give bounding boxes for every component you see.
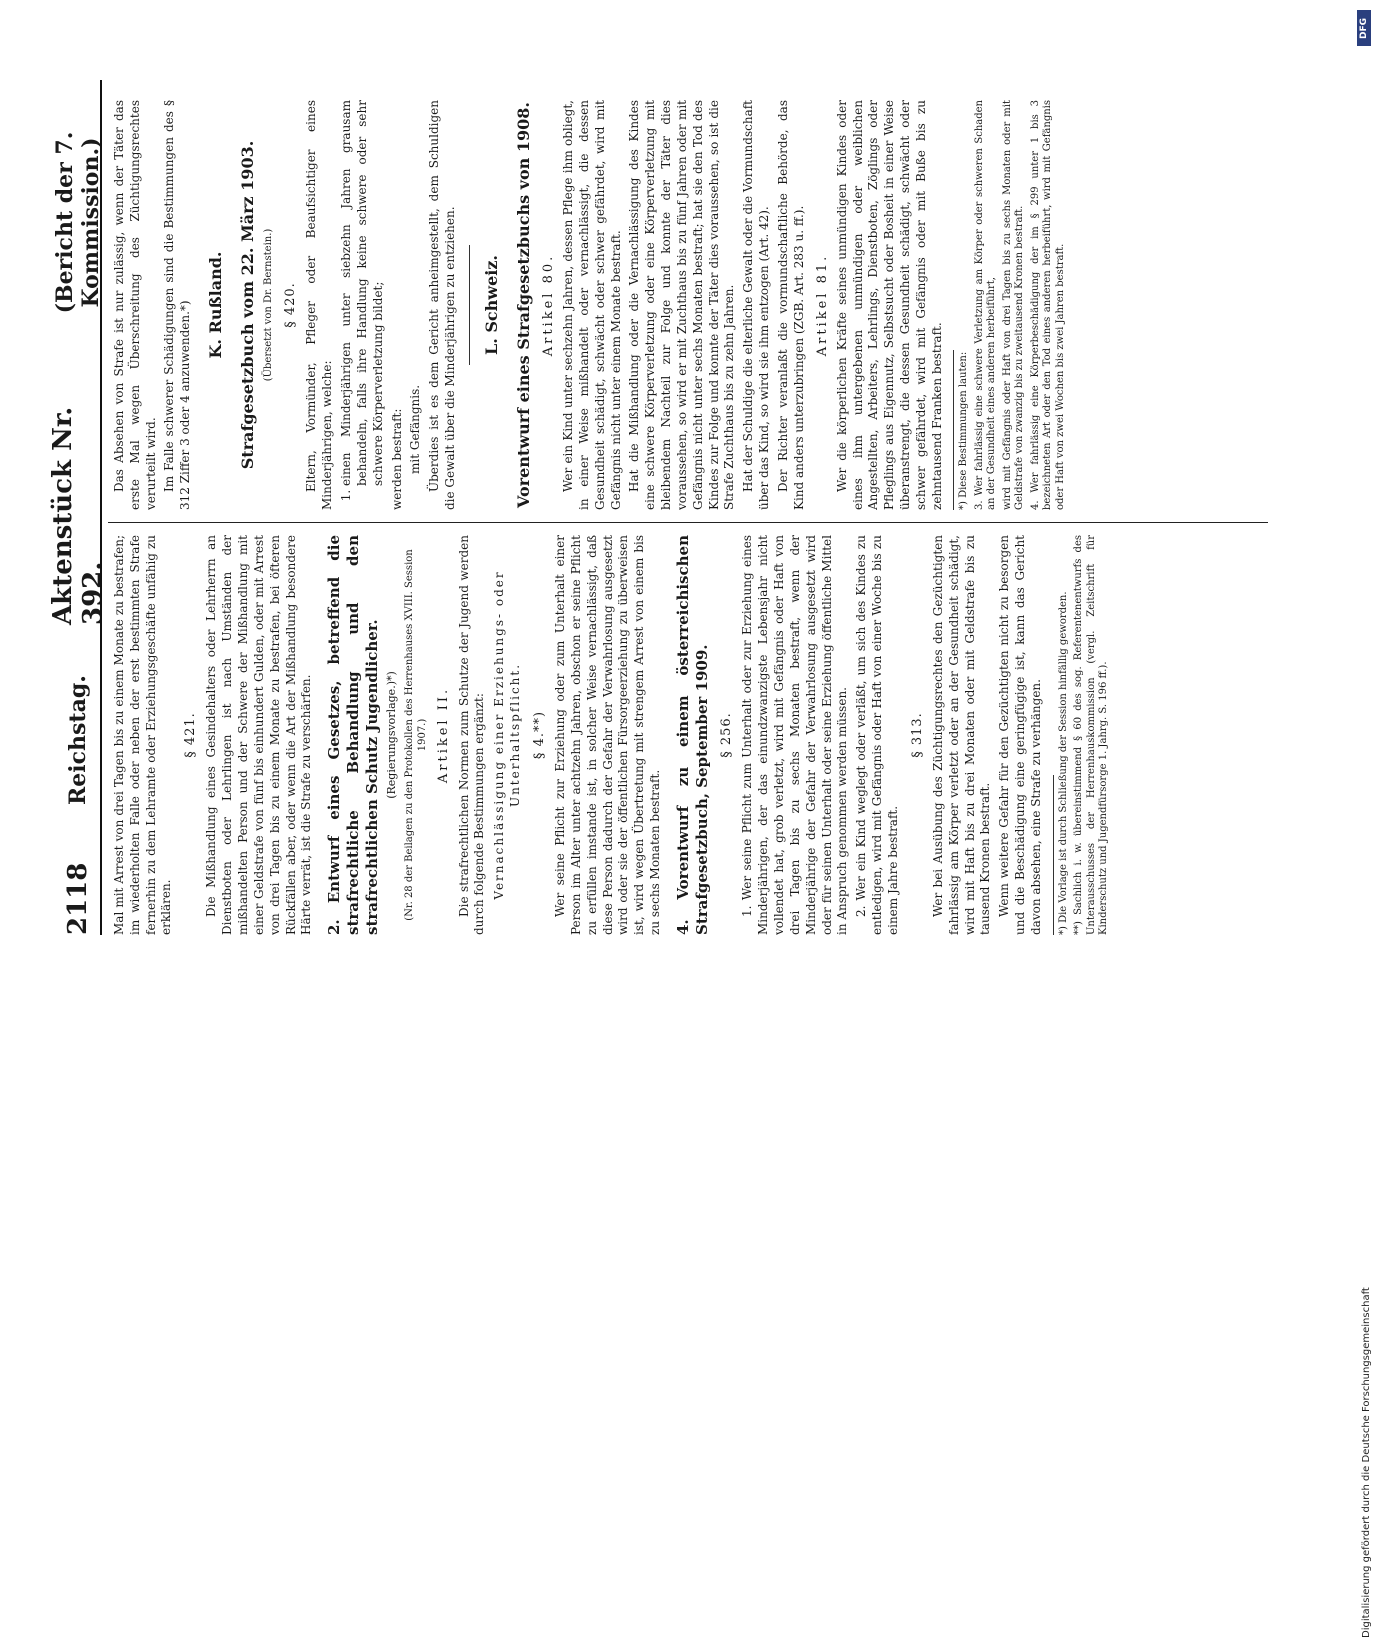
page-header <box>48 80 108 935</box>
footnote: *) Diese Bestimmungen lauten: <box>958 351 970 510</box>
item-list <box>339 100 386 510</box>
paragraph: Wer seine Pflicht zur Erziehung oder zum Unterhalt einer Person im Alter unter achtzehn Jahren, obschon er seine Pflicht zu erfüllen imstande ist, in solcher Weise vernachlässigt, daß diese Person dadurch der Gefahr der Verwahrlosung ausgesetzt wird oder sie der öffentlichen Fürsorgeerziehung zu überweisen ist, wird wegen Übertretung mit strengem Arrest von einem bis zu sechs Monaten bestraft. <box>553 535 662 935</box>
column-divider <box>108 522 1268 523</box>
dfg-logo: DFG <box>1357 10 1371 46</box>
header-report: (Bericht der 7. Kommission.) <box>52 131 104 314</box>
heading-2-source: (Nr. 28 der Beilagen zu den Protokollen des Herrenhauses XVIII. Session 1907.) <box>404 549 429 921</box>
paragraph: Das Absehen von Strafe ist nur zulässig, wenn der Täter das erste Mal wegen Überschreitung des Züchtigungsrechtes verurteilt wird. <box>112 100 158 510</box>
paragraph: Hat der Schuldige die elterliche Gewalt oder die Vormundschaft über das Kind, so wird sie ihm entzogen (Art. 42). <box>741 100 772 510</box>
heading-russia: K. Rußland. <box>206 251 226 359</box>
paragraph: werden bestraft: <box>389 408 404 510</box>
page-number: 2118 <box>63 862 93 935</box>
paragraph: Überdies ist es dem Gericht anheimgestellt, dem Schuldigen die Gewalt über die Minderjährigen zu entziehen. <box>427 100 458 510</box>
footnote-rule <box>1053 775 1054 935</box>
header-house: Reichstag. <box>65 675 91 805</box>
footnote-rule <box>953 350 954 510</box>
list-item: 1. einen Minderjährigen unter siebzehn Jahren grausam behandeln, falls ihre Handlung keine schwere oder sehr schwere Körperverletzung bildet; <box>339 100 386 486</box>
footnote: *) Die Vorlage ist durch Schließung der Session hinfällig geworden. <box>1057 591 1069 935</box>
article-heading: Artikel II. <box>436 686 452 784</box>
section-heading: § 256. <box>719 712 735 758</box>
article-heading: Artikel 81. <box>814 253 830 357</box>
translator-note: (Übersetzt von Dr. Bernstein.) <box>263 228 275 382</box>
paragraph: Wer bei Ausübung des Züchtigungsrechtes den Gezüchtigten fahrlässig am Körper verletzt oder an der Gesundheit schädigt, wird mit Haft bis zu drei Monaten oder mit Geldstrafe bis zu tausend Kronen bestraft. <box>930 535 993 935</box>
paragraph: Mal mit Arrest von drei Tagen bis zu einem Monate zu bestrafen; im wiederholten Falle oder neben der erst bestimmten Strafe fernerhin zu dem Lehramte oder Erziehungsgeschäfte unfähig zu erklären. <box>112 535 174 935</box>
divider <box>469 245 470 365</box>
heading-switzerland: L. Schweiz. <box>481 255 501 356</box>
paragraph: Im Falle schwerer Schädigungen sind die Bestimmungen des § 312 Ziffer 3 oder 4 anzuwenden.*) <box>162 100 193 510</box>
right-column <box>112 100 1252 510</box>
paragraph: Wer ein Kind unter sechzehn Jahren, dessen Pflege ihm obliegt, in einer Weise mißhandelt oder vernachlässigt, die dessen Gesundheit schädigt, schwächt oder schwer gefährdet, wird mit Gefängnis nicht unter einem Monate bestraft. <box>561 100 623 510</box>
heading-switzerland-code: Vorentwurf eines Strafgesetzbuchs von 1908. <box>513 102 533 508</box>
paragraph: mit Gefängnis. <box>408 384 423 474</box>
heading-2: 2. Entwurf eines Gesetzes, betreffend die strafrechtliche Behandlung und den strafrechtlichen Schutz Jugendlicher. <box>325 535 381 935</box>
heading-2-sub: (Regierungsvorlage.)*) <box>384 671 398 799</box>
paragraph: 1. Wer seine Pflicht zum Unterhalt oder zur Erziehung eines Minderjährigen, der das einundzwanzigste Lebensjahr nicht vollendet hat, grob verletzt, wird mit Gefängnis oder Haft von drei Tagen bis zu sechs Monaten bestraft, wenn der Minderjährige der Gefahr der Verwahrlosung ausgesetzt wird oder für seinen Unterhalt oder seine Erziehung öffentliche Mittel in Anspruch genommen werden müssen. <box>740 535 850 935</box>
left-column <box>112 535 1252 935</box>
paragraph: Hat die Mißhandlung oder die Vernachlässigung des Kindes eine schwere Körperverletzung oder eine Körperverletzung mit bleibendem Nachteil zur Folge und konnte der Täter dies voraussehen, so wird er mit Zuchthaus bis zu fünf Jahren oder mit Gefängnis nicht unter sechs Monaten bestraft; hat sie den Tod des Kindes zur Folge und konnte der Täter dies voraussehen, so ist die Strafe Zuchthaus bis zu zehn Jahren. <box>627 100 737 510</box>
header-document: Aktenstück Nr. 392. <box>48 406 108 625</box>
paragraph: Eltern, Vormünder, Pfleger oder Beaufsichtiger eines Minderjährigen, welche: <box>304 100 335 510</box>
paragraph: Der Richter veranlaßt die vormundschaftliche Behörde, das Kind anders unterzubringen (ZGB. Art. 283 u. ff.). <box>775 100 806 510</box>
subtitle-spaced: Vernachlässigung einer Erziehungs- oder Unterhaltspflicht. <box>492 570 523 900</box>
credit-text: Digitalisierung gefördert durch die Deutsche Forschungsgemeinschaft <box>1361 1287 1372 1638</box>
heading-4: 4. Vorentwurf zu einem österreichischen Strafgesetzbuch, September 1909. <box>673 535 711 935</box>
paragraph: Wer die körperlichen Kräfte seines unmündigen Kindes oder eines ihm untergebenen unmündigen oder weiblichen Angestellten, Arbeiters, Lehrlings, Dienstboten, Zöglings oder Pfleglings aus Eigennutz, Selbstsucht oder Bosheit in einer Weise überanstrengt, die dessen Gesundheit schädigt, schwächt oder schwer gefährdet, wird mit Gefängnis oder mit Buße bis zu zehntausend Franken bestraft. <box>834 100 944 510</box>
section-heading: § 421. <box>183 712 199 758</box>
footnote: 4. Wer fahrlässig eine Körperbeschädigung der im § 299 unter 1 bis 3 bezeichneten Art oder den Tod eines anderen herbeiführt, wird mit Gefängnis oder Haft von zwei Wochen bis zwei Jahren bestraft. <box>1029 100 1066 510</box>
digitization-credit <box>1351 292 1375 1638</box>
section-heading: § 420. <box>283 282 299 328</box>
paragraph: Die Mißhandlung eines Gesindehalters oder Lehrherrn an Dienstboten oder Lehrlingen ist nach Umständen der mißhandelten Person und der Schwere der Mißhandlung mit einer Geldstrafe von fünf bis einhundert Gulden, oder mit Arrest von drei Tagen bis zu einem Monate zu bestrafen, bei öfteren Rückfällen aber, oder wenn die Art der Mißhandlung besondere Härte verrät, ist die Strafe zu verschärfen. <box>204 535 314 935</box>
paragraph: Wenn weitere Gefahr für den Gezüchtigten nicht zu besorgen und die Beschädigung eine geringfügige ist, kann das Gericht davon absehen, eine Strafe zu verhängen. <box>997 535 1043 935</box>
heading-russia-code: Strafgesetzbuch vom 22. März 1903. <box>238 140 258 470</box>
header-rule <box>100 80 102 935</box>
section-heading: § 313. <box>909 712 925 758</box>
section-heading: § 4.**) <box>531 710 547 760</box>
footnote: wird mit Gefängnis oder Haft von drei Tagen bis zu sechs Monaten oder mit Geldstrafe von zwanzig bis zu zweitausend Kronen bestraft. <box>1001 100 1026 510</box>
article-heading: Artikel 80. <box>540 253 556 357</box>
footnote: 3. Wer fahrlässig eine schwere Verletzung am Körper oder schweren Schaden an der Gesundheit eines anderen herbeiführt, <box>973 100 998 510</box>
paragraph: 2. Wer ein Kind weglegt oder verläßt, um sich des Kindes zu entledigen, wird mit Gefängnis oder Haft von einer Woche bis zu einem Jahre bestraft. <box>854 535 900 935</box>
paragraph: Die strafrechtlichen Normen zum Schutze der Jugend werden durch folgende Bestimmungen ergänzt: <box>456 535 487 935</box>
footnote: **) Sachlich i. w. übereinstimmend § 60 des sog. Referentenentwurfs des Unterausschusses der Herrenhauskommission (vergl. Zeitschrift für Kinderschutz und Jugendfürsorge 1. Jahrg. S. 196 ff.). <box>1073 535 1110 935</box>
